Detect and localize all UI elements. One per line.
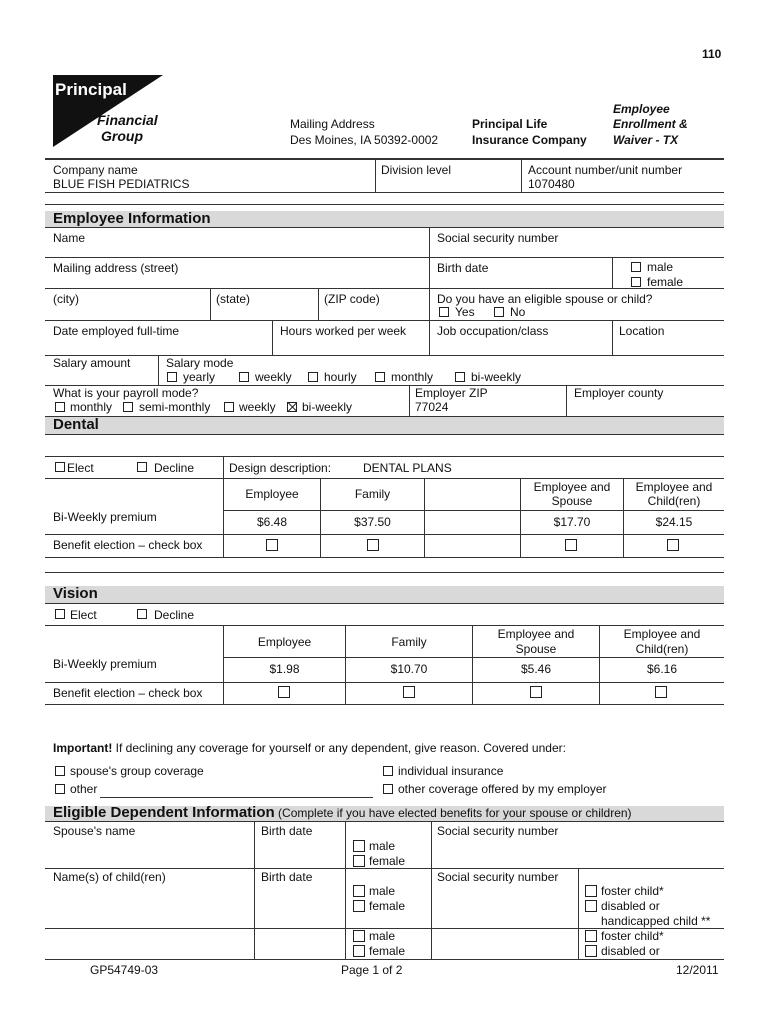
state-label: (state) bbox=[216, 292, 251, 306]
vision-elect-label: Elect bbox=[70, 608, 97, 622]
zip-label: (ZIP code) bbox=[324, 292, 380, 306]
dependents-note: (Complete if you have elected benefits for your spouse or children) bbox=[278, 806, 632, 820]
spouse-group-label: spouse's group coverage bbox=[70, 764, 204, 778]
dental-spouse-checkbox[interactable] bbox=[565, 539, 577, 551]
child-birth-label: Birth date bbox=[261, 870, 313, 884]
divider bbox=[318, 289, 319, 320]
child1-male-label: male bbox=[369, 884, 396, 898]
vision-col-spouse-1: Employee and bbox=[497, 627, 575, 641]
no-label: No bbox=[510, 305, 526, 319]
divider bbox=[158, 356, 159, 385]
dental-decline-label: Decline bbox=[154, 461, 195, 475]
company-logo bbox=[53, 75, 163, 147]
male-checkbox[interactable] bbox=[631, 262, 641, 272]
divider bbox=[521, 160, 522, 192]
birth-date-label: Birth date bbox=[437, 261, 489, 275]
divider bbox=[45, 557, 724, 558]
mailing-address-city: Des Moines, IA 50392-0002 bbox=[290, 133, 439, 147]
children-name-label: Name(s) of child(ren) bbox=[53, 870, 166, 884]
salary-mode-label: Salary mode bbox=[166, 356, 234, 370]
child2-female-label: female bbox=[369, 944, 406, 958]
individual-insurance-checkbox[interactable] bbox=[383, 766, 393, 776]
dental-design-label: Design description: bbox=[229, 461, 332, 475]
child1-disabled-checkbox[interactable] bbox=[585, 900, 597, 912]
divider bbox=[375, 160, 376, 192]
spouse-male-checkbox[interactable] bbox=[353, 840, 365, 852]
employer-zip-value[interactable]: 77024 bbox=[415, 400, 449, 414]
dental-premium-label: Bi-Weekly premium bbox=[53, 510, 157, 524]
pay-semimonthly-label: semi-monthly bbox=[139, 400, 211, 414]
dental-employee-checkbox[interactable] bbox=[266, 539, 278, 551]
divider bbox=[45, 355, 724, 356]
division-level-label: Division level bbox=[381, 163, 452, 177]
vision-premium-child: $6.16 bbox=[646, 662, 678, 676]
vision-premium-employee: $1.98 bbox=[269, 662, 300, 676]
divider bbox=[612, 321, 613, 355]
divider bbox=[223, 457, 224, 557]
employer-zip-label: Employer ZIP bbox=[415, 386, 488, 400]
divider bbox=[45, 821, 724, 822]
dental-premium-child: $24.15 bbox=[655, 515, 693, 529]
pay-biweekly-checkbox[interactable] bbox=[287, 402, 297, 412]
divider bbox=[45, 603, 724, 604]
divider bbox=[45, 192, 724, 193]
logo-text-group: Group bbox=[101, 128, 143, 144]
spouse-male-label: male bbox=[369, 839, 396, 853]
vision-spouse-checkbox[interactable] bbox=[530, 686, 542, 698]
child2-disabled-checkbox[interactable] bbox=[585, 945, 597, 957]
divider bbox=[431, 822, 432, 959]
divider bbox=[45, 158, 724, 160]
pay-weekly-checkbox[interactable] bbox=[224, 402, 234, 412]
vision-premium-spouse: $5.46 bbox=[520, 662, 552, 676]
spouse-group-checkbox[interactable] bbox=[55, 766, 65, 776]
divider bbox=[45, 257, 724, 258]
divider bbox=[45, 456, 724, 457]
yes-label: Yes bbox=[455, 305, 475, 319]
hours-worked-label: Hours worked per week bbox=[280, 324, 407, 338]
spouse-female-checkbox[interactable] bbox=[353, 855, 365, 867]
vision-premium-label: Bi-Weekly premium bbox=[53, 657, 157, 671]
form-title-1: Employee bbox=[613, 102, 670, 116]
divider bbox=[345, 822, 346, 959]
dental-col-employee: Employee bbox=[245, 487, 299, 501]
pay-monthly-checkbox[interactable] bbox=[55, 402, 65, 412]
other-employer-checkbox[interactable] bbox=[383, 784, 393, 794]
child1-female-checkbox[interactable] bbox=[353, 900, 365, 912]
section-title-dental: Dental bbox=[53, 416, 99, 433]
insurer-name-2: Insurance Company bbox=[472, 133, 587, 147]
divider bbox=[254, 822, 255, 959]
dental-col-family: Family bbox=[354, 487, 391, 501]
form-date: 12/2011 bbox=[676, 963, 719, 977]
divider bbox=[45, 288, 724, 289]
divider bbox=[45, 416, 724, 417]
mailing-address-label: Mailing Address bbox=[290, 117, 375, 131]
child1-handicapped-label: handicapped child ** bbox=[601, 914, 711, 928]
vision-col-child-1: Employee and bbox=[623, 627, 701, 641]
form-title-2: Enrollment & bbox=[613, 117, 688, 131]
vision-col-child-2: Child(ren) bbox=[635, 642, 689, 656]
divider bbox=[45, 227, 724, 228]
child1-male-checkbox[interactable] bbox=[353, 885, 365, 897]
salary-hourly-checkbox[interactable] bbox=[308, 372, 318, 382]
divider bbox=[45, 625, 724, 626]
yes-checkbox[interactable] bbox=[439, 307, 449, 317]
divider bbox=[429, 228, 430, 355]
payroll-mode-question: What is your payroll mode? bbox=[53, 386, 199, 400]
eligible-dependent-question: Do you have an eligible spouse or child? bbox=[437, 292, 653, 306]
divider bbox=[223, 510, 724, 511]
employer-county-label: Employer county bbox=[574, 386, 664, 400]
child1-foster-checkbox[interactable] bbox=[585, 885, 597, 897]
child1-disabled-label: disabled or bbox=[601, 899, 660, 913]
page-number: 110 bbox=[702, 47, 722, 61]
ssn-label: Social security number bbox=[437, 231, 559, 245]
dental-elect-label: Elect bbox=[67, 461, 94, 475]
vision-elect-checkbox[interactable] bbox=[55, 609, 65, 619]
vision-election-label: Benefit election – check box bbox=[53, 686, 203, 700]
divider bbox=[210, 289, 211, 320]
no-checkbox[interactable] bbox=[494, 307, 504, 317]
date-employed-label: Date employed full-time bbox=[53, 324, 180, 338]
dental-design-value: DENTAL PLANS bbox=[363, 461, 452, 475]
child1-foster-label: foster child* bbox=[601, 884, 664, 898]
mailing-street-label: Mailing address (street) bbox=[53, 261, 179, 275]
divider bbox=[272, 321, 273, 355]
vision-col-family: Family bbox=[391, 635, 427, 649]
salary-biweekly-label: bi-weekly bbox=[471, 370, 522, 384]
location-label: Location bbox=[619, 324, 665, 338]
vision-premium-family: $10.70 bbox=[390, 662, 428, 676]
salary-yearly-label: yearly bbox=[183, 370, 216, 384]
section-title-vision: Vision bbox=[53, 585, 98, 602]
divider bbox=[409, 386, 410, 416]
divider bbox=[45, 534, 724, 535]
pay-monthly-label: monthly bbox=[70, 400, 113, 414]
child2-foster-checkbox[interactable] bbox=[585, 930, 597, 942]
city-label: (city) bbox=[53, 292, 79, 306]
child2-male-checkbox[interactable] bbox=[353, 930, 365, 942]
dental-col-child-2: Child(ren) bbox=[647, 494, 701, 508]
spouse-name-label: Spouse's name bbox=[53, 824, 136, 838]
vision-col-employee: Employee bbox=[257, 635, 312, 649]
job-class-label: Job occupation/class bbox=[437, 324, 549, 338]
account-number-value[interactable]: 1070480 bbox=[528, 177, 575, 191]
section-header-bg bbox=[45, 586, 724, 603]
divider bbox=[45, 868, 724, 869]
salary-yearly-checkbox[interactable] bbox=[167, 372, 177, 382]
salary-weekly-label: weekly bbox=[255, 370, 292, 384]
pay-biweekly-label: bi-weekly bbox=[302, 400, 353, 414]
company-name-label: Company name bbox=[53, 163, 138, 177]
page-indicator: Page 1 of 2 bbox=[341, 963, 403, 977]
divider bbox=[45, 204, 724, 205]
other-checkbox[interactable] bbox=[55, 784, 65, 794]
vision-child-checkbox[interactable] bbox=[655, 686, 667, 698]
divider bbox=[45, 434, 724, 435]
form-number: GP54749-03 bbox=[90, 963, 159, 977]
section-header-bg bbox=[45, 417, 724, 434]
dental-col-spouse-2: Spouse bbox=[551, 494, 593, 508]
vision-family-checkbox[interactable] bbox=[403, 686, 415, 698]
divider bbox=[424, 478, 425, 557]
divider bbox=[45, 959, 724, 960]
divider bbox=[578, 868, 579, 959]
salary-weekly-checkbox[interactable] bbox=[239, 372, 249, 382]
account-number-label: Account number/unit number bbox=[528, 163, 683, 177]
important-lead: Important! bbox=[53, 741, 113, 755]
spouse-ssn-label: Social security number bbox=[437, 824, 559, 838]
vision-decline-label: Decline bbox=[154, 608, 195, 622]
other-employer-label: other coverage offered by my employer bbox=[398, 782, 607, 796]
divider bbox=[45, 572, 724, 573]
salary-monthly-label: monthly bbox=[391, 370, 434, 384]
dental-premium-spouse: $17.70 bbox=[553, 515, 591, 529]
child2-foster-label: foster child* bbox=[601, 929, 664, 943]
divider bbox=[612, 258, 613, 288]
child1-female-label: female bbox=[369, 899, 406, 913]
other-label: other bbox=[70, 782, 98, 796]
dependents-heading bbox=[53, 804, 632, 822]
form-title-3: Waiver - TX bbox=[613, 133, 679, 147]
salary-monthly-checkbox[interactable] bbox=[375, 372, 385, 382]
spouse-female-label: female bbox=[369, 854, 406, 868]
female-checkbox[interactable] bbox=[631, 277, 641, 287]
dental-elect-checkbox[interactable] bbox=[55, 462, 65, 472]
divider bbox=[566, 386, 567, 416]
female-label: female bbox=[647, 275, 684, 289]
section-title-employee: Employee Information bbox=[53, 210, 211, 227]
child-ssn-label: Social security number bbox=[437, 870, 559, 884]
vision-employee-checkbox[interactable] bbox=[278, 686, 290, 698]
divider bbox=[45, 704, 724, 705]
individual-insurance-label: individual insurance bbox=[398, 764, 504, 778]
name-label: Name bbox=[53, 231, 86, 245]
pay-weekly-label: weekly bbox=[239, 400, 276, 414]
salary-hourly-label: hourly bbox=[324, 370, 357, 384]
important-text: If declining any coverage for yourself or any dependent, give reason. Covered under: bbox=[115, 741, 566, 755]
dental-premium-employee: $6.48 bbox=[256, 515, 288, 529]
insurer-name-1: Principal Life bbox=[472, 117, 548, 131]
logo-text-principal: Principal bbox=[55, 80, 127, 99]
dental-family-checkbox[interactable] bbox=[367, 539, 379, 551]
divider bbox=[45, 682, 724, 683]
dental-premium-family: $37.50 bbox=[354, 515, 391, 529]
dental-election-label: Benefit election – check box bbox=[53, 538, 203, 552]
logo-text-financial: Financial bbox=[97, 112, 158, 128]
child2-disabled-label: disabled or bbox=[601, 944, 660, 958]
salary-amount-label: Salary amount bbox=[53, 356, 131, 370]
dental-col-spouse-1: Employee and bbox=[533, 480, 611, 494]
section-title-dependents: Eligible Dependent Information bbox=[53, 804, 275, 821]
pay-semimonthly-checkbox[interactable] bbox=[123, 402, 133, 412]
dental-col-child-1: Employee and bbox=[635, 480, 713, 494]
company-name-value[interactable]: BLUE FISH PEDIATRICS bbox=[53, 177, 190, 191]
dental-decline-checkbox[interactable] bbox=[137, 462, 147, 472]
child2-female-checkbox[interactable] bbox=[353, 945, 365, 957]
male-label: male bbox=[647, 260, 674, 274]
vision-decline-checkbox[interactable] bbox=[137, 609, 147, 619]
divider bbox=[223, 657, 724, 658]
dental-child-checkbox[interactable] bbox=[667, 539, 679, 551]
salary-biweekly-checkbox[interactable] bbox=[455, 372, 465, 382]
spouse-birth-label: Birth date bbox=[261, 824, 313, 838]
divider bbox=[45, 320, 724, 321]
vision-col-spouse-2: Spouse bbox=[515, 642, 557, 656]
important-note bbox=[53, 741, 566, 755]
other-reason-line[interactable] bbox=[100, 797, 373, 798]
child2-male-label: male bbox=[369, 929, 396, 943]
